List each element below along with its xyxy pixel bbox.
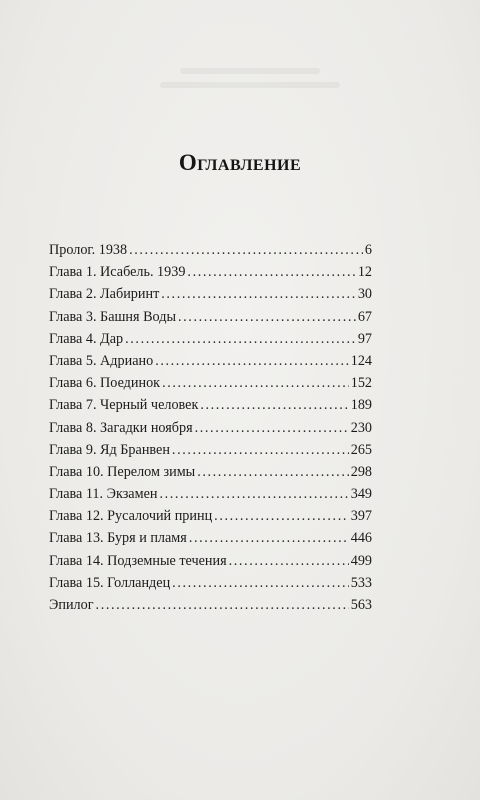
toc-entry	[49, 439, 372, 461]
toc-entry	[49, 350, 372, 372]
toc-dot-leader	[214, 505, 349, 527]
toc-entry-label: Глава 13. Буря и пламя	[49, 530, 187, 547]
show-through-text	[150, 60, 350, 110]
toc-dot-leader	[159, 483, 348, 505]
toc-entry	[49, 527, 372, 549]
toc-dot-leader	[195, 417, 349, 439]
toc-entry-page: 189	[350, 397, 372, 414]
toc-entry	[49, 239, 372, 261]
toc-entry-page: 6	[364, 242, 372, 258]
toc-entry	[49, 394, 372, 416]
toc-dot-leader	[172, 572, 349, 594]
toc-entry-label: Глава 8. Загадки ноября	[49, 419, 193, 436]
toc-entry-page: 30	[357, 286, 372, 303]
toc-entry-label: Глава 15. Голландец	[49, 574, 171, 591]
page-title: Оглавление	[178, 150, 302, 175]
toc-entry	[49, 417, 372, 439]
toc-entry	[49, 594, 372, 616]
toc-dot-leader	[229, 550, 349, 572]
toc-entry	[49, 306, 372, 328]
toc-entry	[49, 550, 372, 572]
toc-entry	[49, 261, 372, 283]
toc-entry-label: Глава 10. Перелом зимы	[49, 463, 196, 480]
toc-dot-leader	[189, 527, 349, 549]
toc-entry	[49, 283, 372, 305]
toc-entry-page: 152	[350, 375, 372, 392]
toc-entry-label: Глава 4. Дар	[49, 330, 124, 347]
toc-dot-leader	[161, 283, 356, 305]
toc-dot-leader	[129, 239, 363, 261]
toc-dot-leader	[125, 328, 356, 350]
toc-entry-label: Глава 1. Исабель. 1939	[49, 264, 186, 281]
toc-dot-leader	[200, 394, 348, 416]
toc-dot-leader	[172, 439, 349, 461]
toc-entry-label: Эпилог	[49, 597, 94, 613]
toc-entry-page: 397	[350, 508, 372, 525]
toc-entry-page: 349	[350, 486, 372, 503]
toc-entry-page: 563	[350, 597, 372, 613]
toc-entry	[49, 461, 372, 483]
toc-entry-label: Глава 5. Адриано	[49, 352, 154, 369]
toc-dot-leader	[162, 372, 349, 394]
toc-entry-page: 67	[357, 308, 372, 325]
toc-entry	[49, 572, 372, 594]
toc-dot-leader	[96, 594, 349, 616]
toc-entry-label: Пролог. 1938	[49, 242, 128, 258]
toc-entry-label: Глава 14. Подземные течения	[49, 552, 227, 569]
toc-entry-page: 12	[357, 264, 372, 281]
toc-entry-page: 499	[350, 552, 372, 569]
toc-entry-page: 265	[350, 441, 372, 458]
toc-dot-leader	[197, 461, 349, 483]
toc-entry-label: Глава 7. Черный человек	[49, 397, 199, 414]
toc-entry-page: 446	[350, 530, 372, 547]
toc-entry-label: Глава 3. Башня Воды	[49, 308, 176, 325]
toc-entry-page: 124	[350, 352, 372, 369]
toc-entry-label: Глава 2. Лабиринт	[49, 286, 160, 303]
toc-entry-page: 533	[350, 574, 372, 591]
toc-entry	[49, 372, 372, 394]
toc-dot-leader	[155, 350, 349, 372]
toc-entry-label: Глава 9. Яд Бранвен	[49, 441, 170, 458]
table-of-contents	[49, 239, 372, 616]
toc-entry-label: Глава 6. Поединок	[49, 375, 161, 392]
toc-entry	[49, 505, 372, 527]
toc-entry	[49, 328, 372, 350]
toc-entry-page: 97	[357, 330, 372, 347]
toc-entry-page: 298	[350, 463, 372, 480]
toc-entry-label: Глава 12. Русалочий принц	[49, 508, 213, 525]
toc-dot-leader	[178, 306, 356, 328]
toc-entry-page: 230	[350, 419, 372, 436]
toc-dot-leader	[187, 261, 355, 283]
toc-entry-label: Глава 11. Экзамен	[49, 486, 158, 503]
toc-entry	[49, 483, 372, 505]
